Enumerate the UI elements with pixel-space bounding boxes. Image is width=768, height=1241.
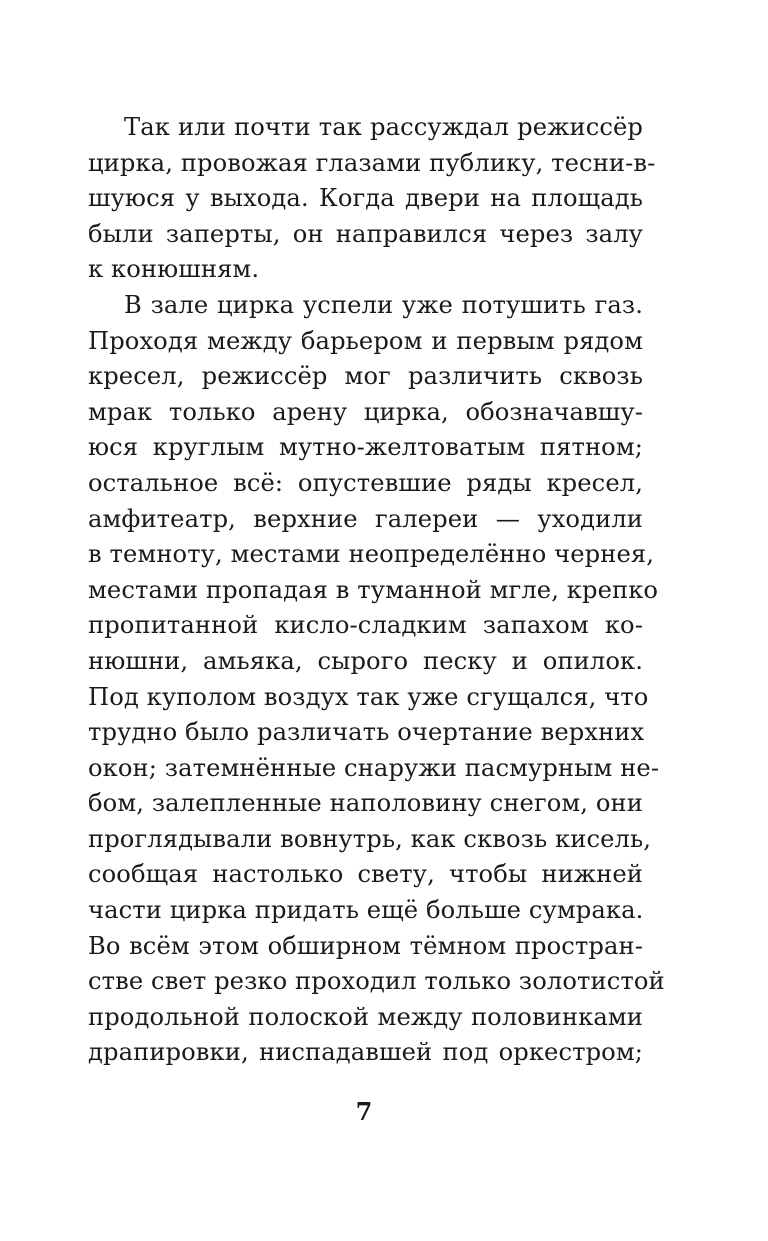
text-line: пропитанной кисло-сладким запахом ко- bbox=[88, 611, 643, 640]
text-line: амфитеатр, верхние галереи — уходили bbox=[88, 504, 643, 533]
text-line: стве свет резко проходил только золотистой bbox=[88, 967, 665, 996]
page-body bbox=[88, 110, 665, 1071]
text-line: бом, залепленные наполовину снегом, они bbox=[88, 789, 643, 818]
text-line: проглядывали вовнутрь, как сквозь кисель, bbox=[88, 824, 652, 853]
text-line: местами пропадая в туманной мгле, крепко bbox=[88, 575, 659, 604]
paragraph-1 bbox=[88, 110, 656, 288]
text-line: к конюшням. bbox=[88, 255, 260, 284]
page-number: 7 bbox=[355, 1097, 373, 1126]
text-line: мрак только арену цирка, обозначавшу- bbox=[88, 397, 643, 426]
text-line: были заперты, он направился через залу bbox=[88, 219, 643, 248]
text-line: трудно было различать очертание верхних bbox=[88, 718, 645, 747]
text-line: драпировки, ниспадавшей под оркестром; bbox=[88, 1038, 643, 1067]
text-line: сообщая настолько свету, чтобы нижней bbox=[88, 860, 643, 889]
text-line: нюшни, амьяка, сырого песку и опилок. bbox=[88, 646, 643, 675]
text-line: Во всём этом обширном тёмном простран- bbox=[88, 931, 643, 960]
text-line: в темноту, местами неопределённо чернея, bbox=[88, 540, 655, 569]
paragraph-2 bbox=[88, 288, 665, 1071]
text-line: В зале цирка успели уже потушить газ. bbox=[124, 290, 643, 319]
text-line: шуюся у выхода. Когда двери на площадь bbox=[88, 184, 643, 213]
text-line: Так или почти так рассуждал режиссёр bbox=[124, 113, 643, 141]
text-line: цирка, провожая глазами публику, тесни-в- bbox=[88, 148, 656, 177]
text-line: кресел, режиссёр мог различить сквозь bbox=[88, 362, 643, 391]
text-line: остальное всё: опустевшие ряды кресел, bbox=[88, 468, 643, 497]
text-line: продольной полоской между половинками bbox=[88, 1002, 643, 1031]
text-line: юся круглым мутно-желтоватым пятном; bbox=[88, 433, 643, 462]
text-line: окон; затемнённые снаружи пасмурным не- bbox=[88, 753, 660, 782]
text-line: части цирка придать ещё больше сумрака. bbox=[88, 896, 644, 925]
text-line: Проходя между барьером и первым рядом bbox=[88, 326, 643, 355]
text-line: Под куполом воздух так уже сгущался, что bbox=[88, 682, 649, 711]
